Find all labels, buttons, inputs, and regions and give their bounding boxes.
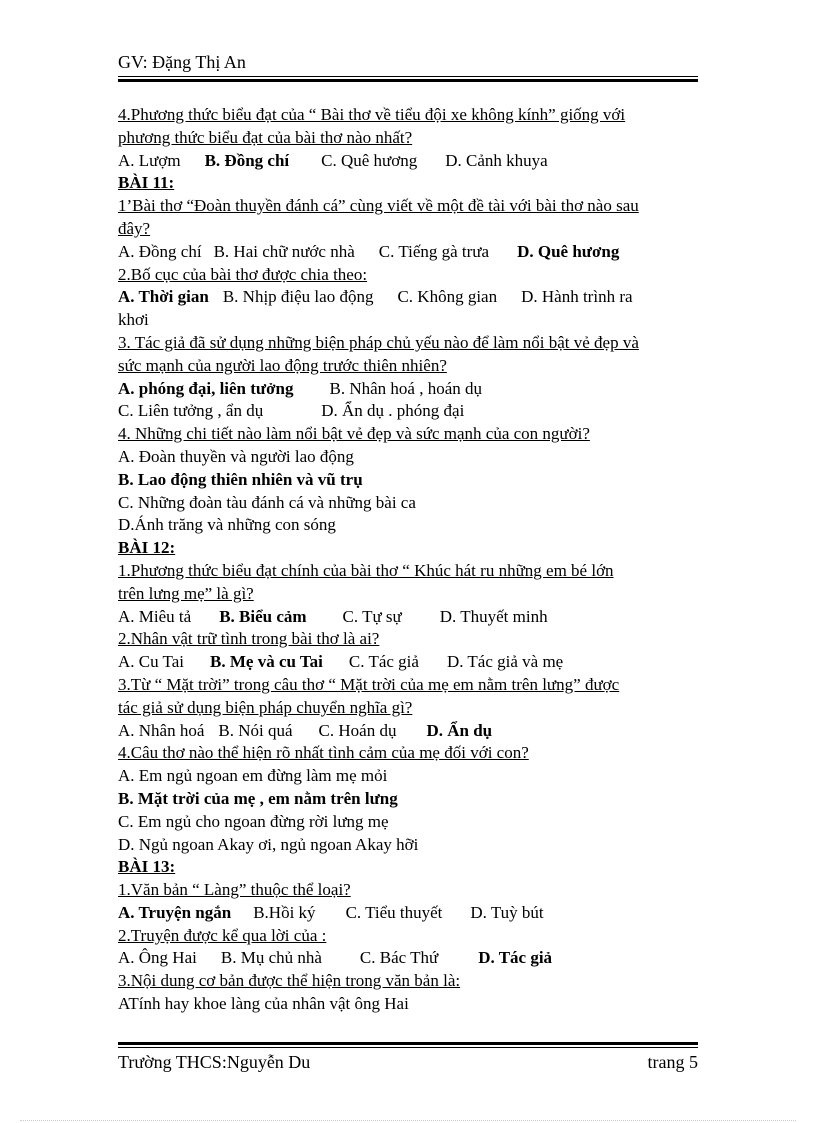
option-c: C. Em ngủ cho ngoan đừng rời lưng mẹ: [118, 811, 389, 831]
option-d: D. Tác giả: [478, 948, 553, 968]
option-c: C. Quê hương: [321, 150, 418, 170]
option-c: C. Tiểu thuyết: [345, 902, 443, 922]
option-a: A. Miêu tả: [118, 606, 192, 626]
answer-options: [118, 150, 698, 173]
option-d: D. Ngủ ngoan Akay ơi, ngủ ngoan Akay hỡi: [118, 834, 419, 854]
question-text: 4. Những chi tiết nào làm nổi bật vẻ đẹp và sức mạnh của con người?: [118, 424, 590, 444]
answer-options: [118, 241, 698, 264]
option-d: D. Quê hương: [517, 241, 620, 261]
header-teacher: GV: Đặng Thị An: [118, 52, 246, 72]
question-text: tác giả sử dụng biện pháp chuyển nghĩa gì?: [118, 697, 413, 717]
header-rule-thick: [118, 79, 698, 82]
question-text: 3.Từ “ Mặt trời” trong câu thơ “ Mặt trời của mẹ em nằm trên lưng” được: [118, 674, 620, 694]
answer-continuation: khơi: [118, 310, 149, 330]
answer-options: [118, 902, 698, 925]
option-a: A. Ông Hai: [118, 948, 197, 968]
option-a: A. Cu Tai: [118, 652, 185, 672]
page-edge: [20, 1120, 796, 1121]
question-text: 2.Nhân vật trữ tình trong bài thơ là ai?: [118, 629, 380, 649]
answer-options: [118, 947, 698, 970]
option-c: C. Tác giả: [348, 652, 419, 672]
document-body: [118, 104, 698, 1016]
option-c: C. Liên tưởng , ẩn dụ: [118, 401, 264, 421]
answer-options: [118, 606, 698, 629]
question-text: 4.Câu thơ nào thể hiện rõ nhất tình cảm của mẹ đối với con?: [118, 743, 529, 763]
option-a: A. Thời gian: [118, 287, 209, 307]
option-a: A. Em ngủ ngoan em đừng làm mẹ mỏi: [118, 766, 388, 786]
option-d: D. Cảnh khuya: [445, 150, 548, 170]
question-text: phương thức biểu đạt của bài thơ nào nhất?: [118, 127, 413, 147]
footer-school: Trường THCS:Nguyễn Du: [118, 1052, 311, 1072]
option-a: A. Nhân hoá: [118, 720, 205, 740]
option-a: A. phóng đại, liên tưởng: [118, 378, 294, 398]
option-b: B. Mặt trời của mẹ , em nằm trên lưng: [118, 788, 398, 808]
option-c: C. Tự sự: [342, 606, 402, 626]
option-b: B. Đồng chí: [204, 150, 290, 170]
option-b: B. Nhịp điệu lao động: [222, 287, 374, 307]
option-d: D. Hành trình ra: [521, 287, 633, 307]
option-a: ATính hay khoe làng của nhân vật ông Hai: [118, 994, 409, 1014]
option-a: A. Đoàn thuyền và người lao động: [118, 446, 354, 466]
page-number: trang 5: [647, 1052, 698, 1072]
footer-rule-thick: [118, 1042, 698, 1045]
option-c: C. Không gian: [397, 287, 498, 307]
answer-options: [118, 400, 698, 423]
answer-options: [118, 286, 698, 309]
question-text: đây?: [118, 218, 151, 238]
option-d: D.Ánh trăng và những con sóng: [118, 515, 336, 535]
section-heading: BÀI 13:: [118, 857, 176, 877]
section-heading: BÀI 11:: [118, 173, 175, 193]
answer-options: [118, 720, 698, 743]
question-text: 1’Bài thơ “Đoàn thuyền đánh cá” cùng viết về một đề tài với bài thơ nào sau: [118, 196, 639, 216]
option-d: D. Thuyết minh: [439, 606, 548, 626]
option-c: C. Hoán dụ: [318, 720, 397, 740]
option-b: B. Nói quá: [218, 720, 293, 740]
option-b: B. Mẹ và cu Tai: [210, 652, 323, 672]
option-c: C. Những đoàn tàu đánh cá và những bài ca: [118, 492, 416, 512]
footer-rule-thin: [118, 1047, 698, 1048]
option-a: A. Truyện ngắn: [118, 902, 232, 922]
question-text: 2.Truyện được kể qua lời của :: [118, 925, 327, 945]
option-a: A. Đồng chí: [118, 241, 202, 261]
header-rule-thin: [118, 76, 698, 77]
option-d: D. Tuỳ bút: [470, 902, 544, 922]
option-b: B. Nhân hoá , hoán dụ: [329, 378, 483, 398]
option-b: B. Lao động thiên nhiên và vũ trụ: [118, 469, 363, 489]
option-c: C. Bác Thứ: [359, 948, 439, 968]
option-d: D. Ẩn dụ: [426, 720, 493, 740]
option-b: B. Biểu cảm: [219, 606, 307, 626]
option-b: B. Hai chữ nước nhà: [213, 241, 355, 261]
option-b: B.Hồi ký: [253, 902, 316, 922]
question-text: 2.Bố cục của bài thơ được chia theo:: [118, 264, 368, 284]
option-b: B. Mụ chủ nhà: [220, 948, 322, 968]
question-text: sức mạnh của người lao động trước thiên nhiên?: [118, 355, 447, 375]
option-c: C. Tiếng gà trưa: [378, 241, 490, 261]
question-text: 1.Phương thức biểu đạt chính của bài thơ “ Khúc hát ru những em bé lớn: [118, 560, 614, 580]
question-text: 1.Văn bản “ Làng” thuộc thể loại?: [118, 880, 351, 900]
answer-options: [118, 651, 698, 674]
option-d: D. Tác giả và mẹ: [446, 652, 564, 672]
section-heading: BÀI 12:: [118, 538, 176, 558]
option-d: D. Ẩn dụ . phóng đại: [321, 401, 465, 421]
answer-options: [118, 378, 698, 401]
question-text: 3.Nội dung cơ bản được thể hiện trong văn bản là:: [118, 971, 461, 991]
question-text: 4.Phương thức biểu đạt của “ Bài thơ về tiểu đội xe không kính” giống với: [118, 105, 626, 124]
question-text: trên lưng mẹ” là gì?: [118, 583, 254, 603]
question-text: 3. Tác giả đã sử dụng những biện pháp chủ yếu nào để làm nổi bật vẻ đẹp và: [118, 332, 639, 352]
option-a: A. Lượm: [118, 150, 181, 170]
